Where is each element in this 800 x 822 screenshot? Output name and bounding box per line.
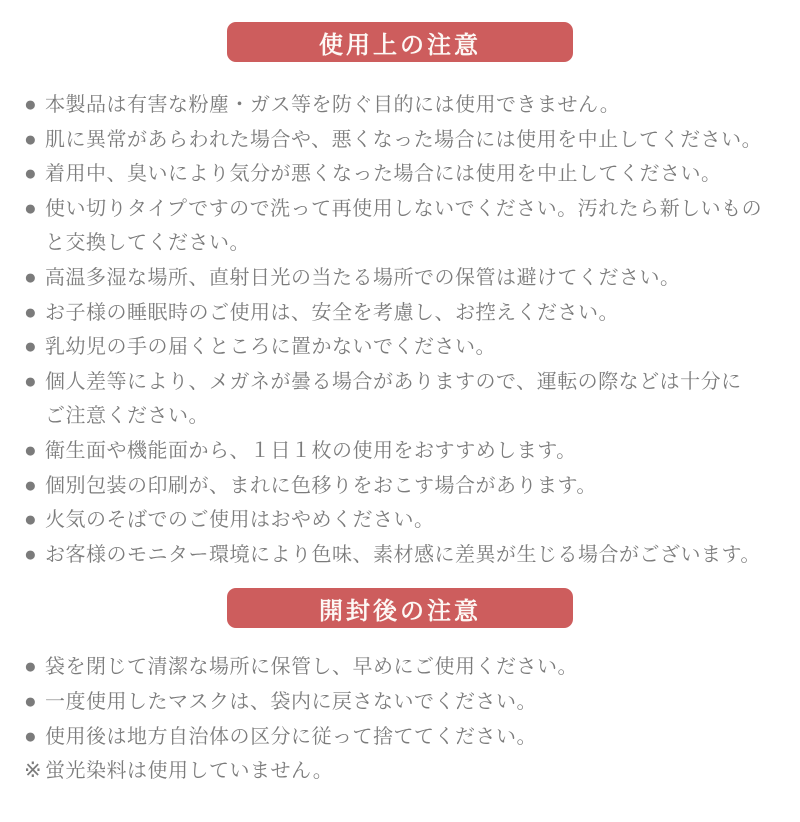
item-text-line: ご注意ください。	[45, 405, 209, 428]
item-text-line: 乳幼児の手の届くところに置かないでください。	[45, 336, 496, 359]
list-item	[24, 261, 792, 296]
list-item	[24, 123, 792, 158]
item-text-line: 衛生面や機能面から、１日１枚の使用をおすすめします。	[45, 439, 577, 462]
item-text-line: お子様の睡眠時のご使用は、安全を考慮し、お控えください。	[45, 301, 619, 324]
bullet-icon: ●	[24, 196, 37, 220]
list-item	[24, 754, 792, 789]
list-item	[24, 434, 792, 469]
list-item	[24, 685, 792, 720]
bullet-icon: ●	[24, 473, 37, 497]
after-opening-header-row	[0, 588, 800, 628]
bullet-icon: ●	[24, 724, 37, 748]
bullet-icon: ●	[24, 93, 37, 116]
item-text-line: 本製品は有害な粉塵・ガス等を防ぐ目的には使用できません。	[45, 94, 621, 116]
bullet-icon: ●	[24, 542, 37, 566]
usage-caution-list	[24, 88, 792, 572]
bullet-icon: ●	[24, 300, 37, 324]
item-text-line: 高温多湿な場所、直射日光の当たる場所での保管は避けてください。	[45, 266, 681, 289]
item-text-line: 袋を閉じて清潔な場所に保管し、早めにご使用ください。	[45, 656, 578, 679]
bullet-icon: ●	[24, 265, 37, 289]
section-title-usage: 使用上の注意	[319, 31, 481, 59]
list-item	[24, 157, 792, 192]
bullet-icon: ●	[24, 335, 37, 359]
section-header-badge-usage	[227, 22, 573, 62]
bullet-icon: ●	[24, 127, 37, 151]
item-text-line: 一度使用したマスクは、袋内に戻さないでください。	[45, 690, 537, 713]
list-item	[24, 365, 792, 434]
after-opening-caution-list	[24, 650, 792, 788]
bullet-icon: ●	[24, 508, 37, 532]
list-item	[24, 538, 792, 573]
list-item	[24, 192, 792, 261]
usage-caution-header-row	[0, 22, 800, 62]
list-item	[24, 469, 792, 504]
bullet-icon: ●	[24, 369, 37, 393]
section-header-badge-after-opening	[227, 588, 573, 628]
list-item	[24, 296, 792, 331]
bullet-icon: ●	[24, 655, 37, 679]
item-text-line: 蛍光染料は使用していません。	[45, 760, 334, 783]
item-text-line: と交換してください。	[45, 232, 250, 255]
list-item	[24, 503, 792, 538]
item-text-line: 火気のそばでのご使用はおやめください。	[45, 509, 435, 532]
list-item	[24, 88, 792, 123]
item-text-line: 使い切りタイプですので洗って再使用しないでください。汚れたら新しいもの	[45, 197, 763, 220]
list-item	[24, 650, 792, 685]
item-text-line: お客様のモニター環境により色味、素材感に差異が生じる場合がございます。	[45, 543, 761, 566]
item-text-line: 使用後は地方自治体の区分に従って捨ててください。	[45, 725, 537, 748]
item-text-line: 個人差等により、メガネが曇る場合がありますので、運転の際などは十分に	[45, 370, 742, 393]
section-title-after-opening: 開封後の注意	[319, 597, 481, 625]
bullet-icon: ●	[24, 438, 37, 462]
caution-sheet	[0, 22, 800, 822]
item-text-line: 着用中、臭いにより気分が悪くなった場合には使用を中止してください。	[45, 163, 722, 186]
bullet-icon: ●	[24, 162, 37, 186]
bullet-icon: ●	[24, 689, 37, 713]
note-marker-icon: ※	[24, 759, 42, 783]
item-text-line: 個別包装の印刷が、まれに色移りをおこす場合があります。	[45, 474, 597, 497]
item-text-line: 肌に異常があらわれた場合や、悪くなった場合には使用を中止してください。	[45, 128, 763, 151]
list-item	[24, 720, 792, 755]
list-item	[24, 330, 792, 365]
